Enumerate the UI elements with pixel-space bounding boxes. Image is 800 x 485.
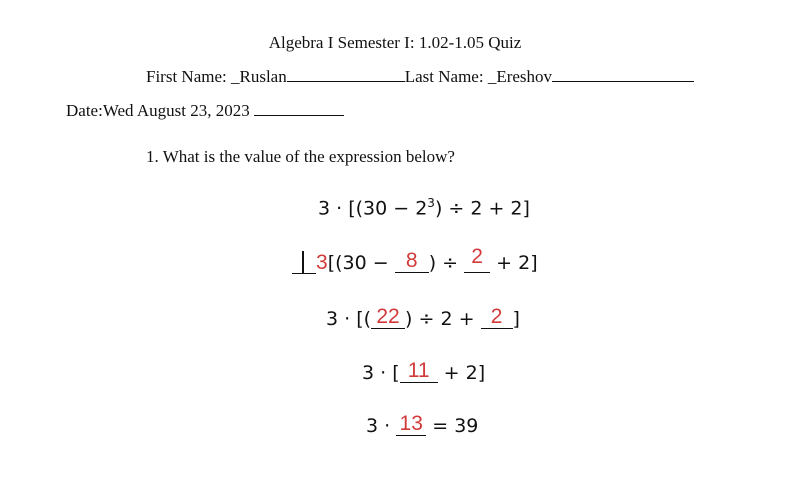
step-line-4 bbox=[362, 359, 486, 384]
expression-part: ) ÷ 2 + 2] bbox=[434, 197, 530, 220]
expression-part: + 2] bbox=[437, 362, 486, 384]
expression-part: ] bbox=[512, 308, 520, 330]
answer-value: 22 bbox=[376, 305, 400, 328]
expression-original bbox=[318, 196, 530, 219]
first-name-value[interactable]: Ruslan bbox=[239, 67, 287, 86]
expression-part: = 39 bbox=[426, 415, 479, 437]
answer-blank[interactable] bbox=[396, 412, 426, 436]
expression-part: ) ÷ 2 + bbox=[405, 308, 481, 330]
answer-value: 13 bbox=[399, 412, 423, 435]
answer-blank[interactable] bbox=[371, 305, 405, 329]
step-line-3 bbox=[326, 305, 520, 330]
answer-blank[interactable] bbox=[292, 251, 316, 274]
date-label: Date: bbox=[66, 101, 103, 120]
step-line-5 bbox=[366, 412, 479, 437]
expression-part: 3 · bbox=[366, 415, 397, 437]
answer-blank[interactable] bbox=[400, 359, 438, 383]
expression-part: + 2] bbox=[490, 252, 538, 274]
quiz-title: Algebra I Semester I: 1.02-1.05 Quiz bbox=[268, 33, 522, 52]
last-name-value[interactable]: Ereshov bbox=[496, 67, 553, 86]
text-cursor bbox=[302, 251, 304, 273]
last-name-blank bbox=[552, 67, 694, 82]
name-line bbox=[146, 67, 694, 87]
date-value[interactable]: Wed August 23, 2023 bbox=[102, 101, 250, 120]
answer-value: 2 bbox=[471, 245, 483, 268]
answer-value: 3 bbox=[316, 251, 328, 274]
first-name-blank bbox=[287, 67, 405, 82]
expression-part: 3 · [(30 − 2 bbox=[318, 197, 428, 220]
question-text: 1. What is the value of the expression below? bbox=[146, 147, 455, 166]
answer-value: 11 bbox=[407, 359, 430, 382]
first-name-label: First Name: _ bbox=[146, 67, 240, 86]
answer-blank[interactable] bbox=[395, 249, 429, 273]
last-name-label: Last Name: _ bbox=[404, 67, 497, 86]
exponent: 3 bbox=[427, 196, 435, 210]
date-blank bbox=[254, 101, 344, 116]
expression-part: ) ÷ bbox=[428, 252, 465, 274]
answer-blank[interactable] bbox=[481, 305, 513, 329]
answer-blank[interactable] bbox=[464, 245, 490, 273]
answer-value: 2 bbox=[490, 305, 503, 328]
answer-value: 8 bbox=[405, 249, 418, 272]
step-line-2 bbox=[292, 245, 538, 275]
expression-part: 3 · [ bbox=[362, 362, 400, 384]
expression-part: 3 · [( bbox=[326, 308, 372, 330]
date-line bbox=[66, 101, 344, 121]
expression-part: [(30 − bbox=[327, 252, 395, 274]
